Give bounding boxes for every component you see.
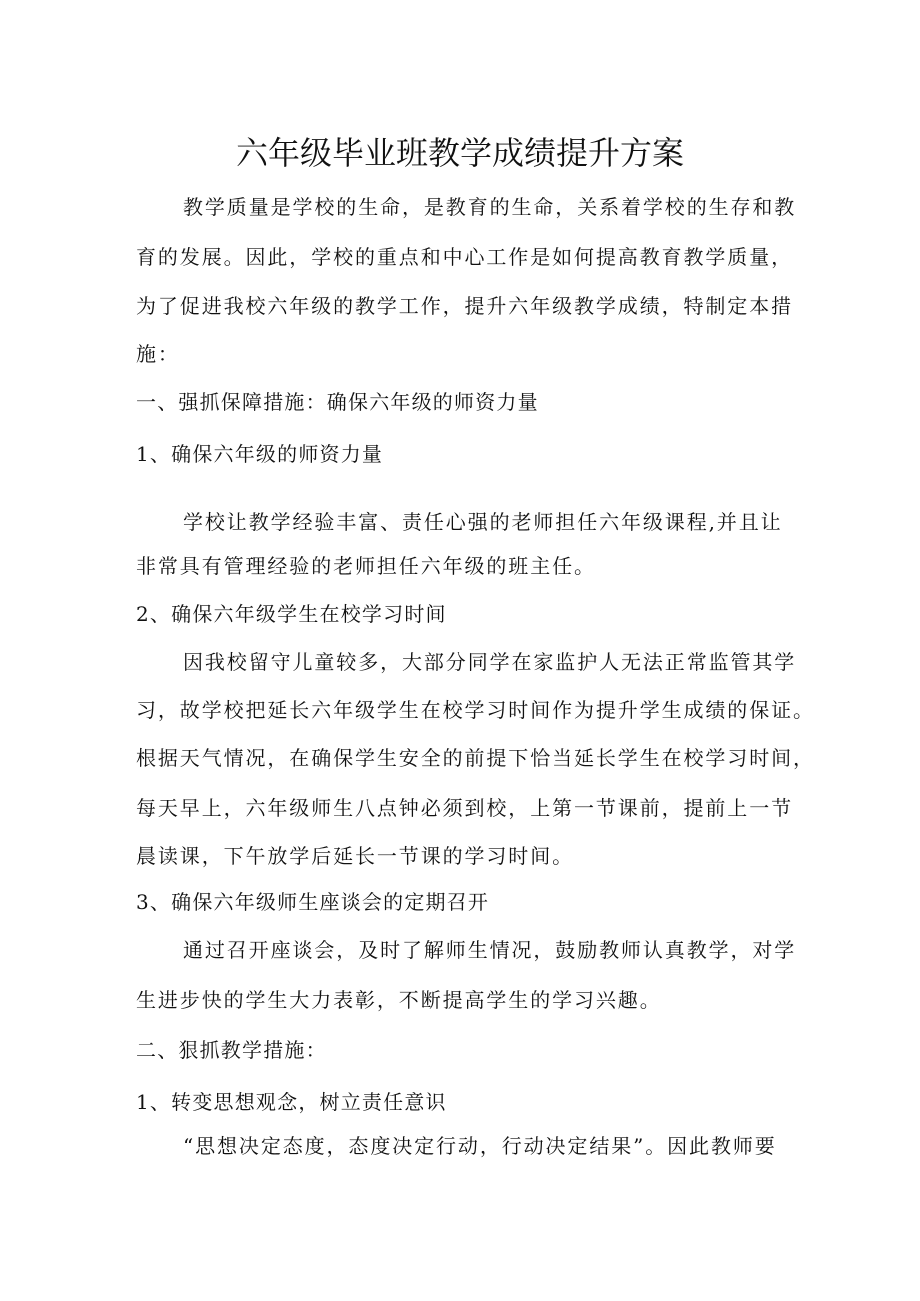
paragraph-line: 教学质量是学校的生命，是教育的生命，关系着学校的生存和教: [183, 195, 797, 219]
paragraph-line: 生进步快的学生大力表彰，不断提高学生的学习兴趣。: [136, 988, 662, 1012]
paragraph-line: 育的发展。因此，学校的重点和中心工作是如何提高教育教学质量，: [136, 245, 793, 269]
subsection-heading: 3、确保六年级师生座谈会的定期召开: [136, 890, 490, 914]
section-heading: 二、狠抓教学措施：: [136, 1038, 327, 1062]
paragraph-line: 根据天气情况，在确保学生安全的前提下恰当延长学生在校学习时间，: [136, 746, 815, 770]
subsection-heading: 2、确保六年级学生在校学习时间: [136, 602, 447, 626]
paragraph-line: 非常具有管理经验的老师担任六年级的班主任。: [136, 554, 596, 578]
document-title: 六年级毕业班教学成绩提升方案: [235, 134, 684, 172]
paragraph-line: “思想决定态度，态度决定行动，行动决定结果”。因此教师要: [183, 1134, 777, 1158]
paragraph-line: 因我校留守儿童较多，大部分同学在家监护人无法正常监管其学: [183, 650, 797, 674]
paragraph-line: 为了促进我校六年级的教学工作，提升六年级教学成绩，特制定本措: [136, 294, 793, 318]
subsection-heading: 1、确保六年级的师资力量: [136, 442, 384, 466]
paragraph-line: 每天早上，六年级师生八点钟必须到校，上第一节课前，提前上一节: [136, 796, 793, 820]
paragraph-line: 通过召开座谈会，及时了解师生情况，鼓励教师认真教学，对学: [183, 938, 797, 962]
section-heading: 一、强抓保障措施：确保六年级的师资力量: [136, 390, 539, 414]
paragraph-line: 晨读课，下午放学后延长一节课的学习时间。: [136, 844, 574, 868]
paragraph-line: 学校让教学经验丰富、责任心强的老师担任六年级课程,并且让: [183, 510, 783, 534]
paragraph-line: 施：: [136, 342, 180, 366]
subsection-heading: 1、转变思想观念，树立责任意识: [136, 1090, 447, 1114]
paragraph-line: 习，故学校把延长六年级学生在校学习时间作为提升学生成绩的保证。: [136, 698, 815, 722]
